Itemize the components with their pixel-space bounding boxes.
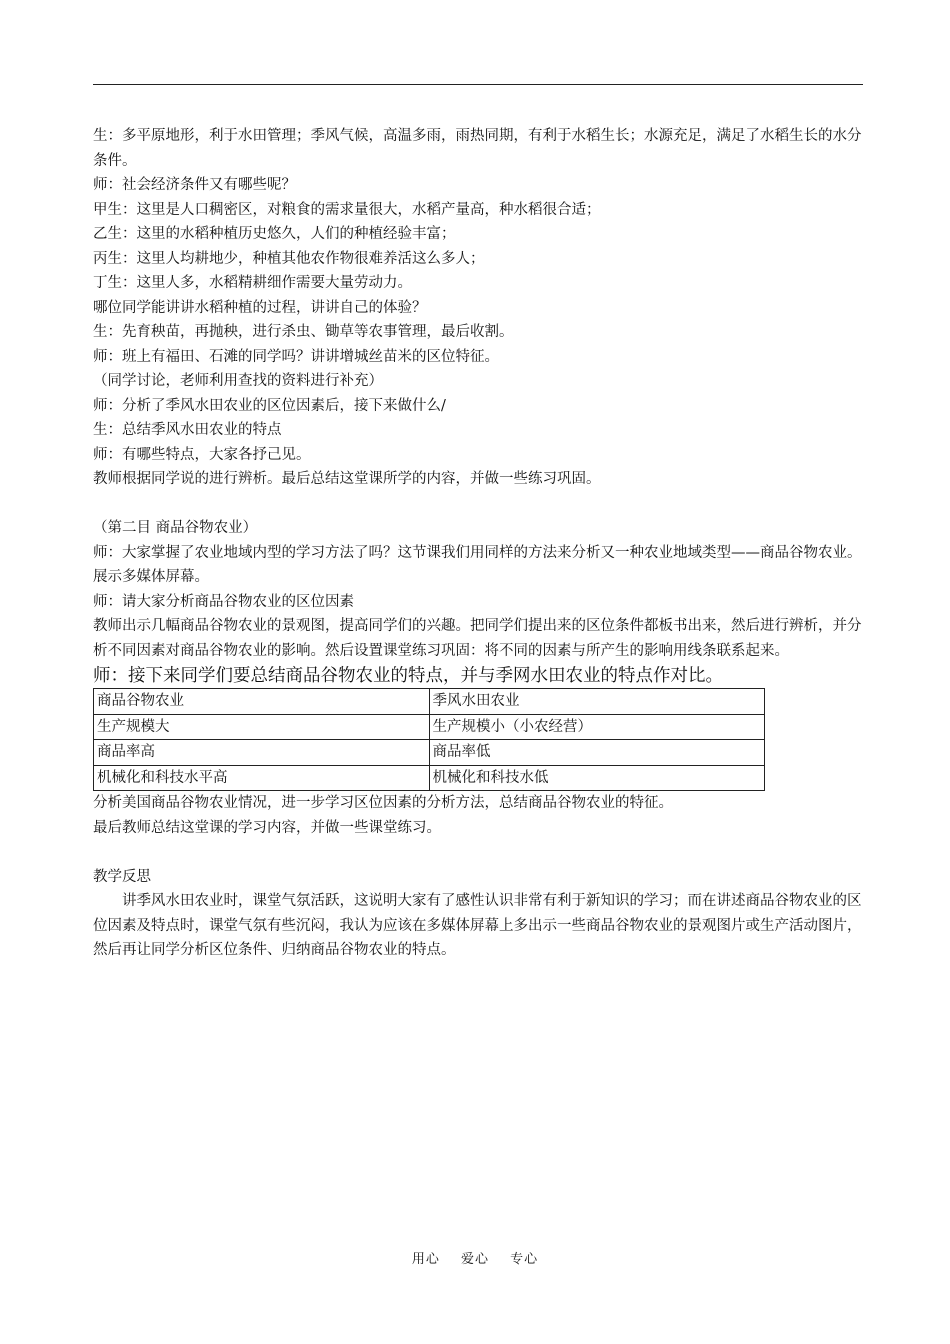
paragraph: 最后教师总结这堂课的学习内容，并做一些课堂练习。 <box>93 819 441 836</box>
paragraph: 师：有哪些特点，大家各抒己见。 <box>93 446 311 463</box>
paragraph: 教师出示几幅商品谷物农业的景观图，提高同学们的兴趣。把同学们提出来的区位条件都板书出来，然后进行辨析，并分析不同因素对商品谷物农业的影响。然后设置课堂练习巩固：将不同的因素与所产生的影响用线条联系起来。 <box>93 618 862 659</box>
paragraph: 甲生：这里是人口稠密区，对粮食的需求量很大，水稻产量高，种水稻很合适； <box>93 201 601 218</box>
footer-text: 专心 <box>510 1252 539 1267</box>
paragraph: 师：社会经济条件又有哪些呢？ <box>93 177 296 193</box>
paragraph: 师：分析了季风水田农业的区位因素后，接下来做什么/ <box>93 397 446 414</box>
blank-line <box>93 492 863 517</box>
table-cell: 机械化和科技水低 <box>429 765 765 791</box>
header-rule <box>93 84 863 85</box>
paragraph: 分析美国商品谷物农业情况，进一步学习区位因素的分析方法，总结商品谷物农业的特征。 <box>93 795 673 811</box>
paragraph: 师：大家掌握了农业地域内型的学习方法了吗？这节课我们用同样的方法来分析又一种农业地域类型——商品谷物农业。 <box>93 544 862 561</box>
table-cell: 生产规模大 <box>94 714 430 740</box>
paragraph: 丁生：这里人多，水稻精耕细作需要大量劳动力。 <box>93 275 412 291</box>
table-row <box>94 689 765 715</box>
paragraph: 展示多媒体屏幕。 <box>93 569 209 585</box>
document-body <box>93 124 863 963</box>
table-row <box>94 740 765 766</box>
table-row <box>94 765 765 791</box>
table-cell: 生产规模小（小农经营） <box>429 714 765 740</box>
comparison-table <box>93 688 765 791</box>
paragraph: （同学讨论，老师利用查找的资料进行补充） <box>93 373 383 389</box>
paragraph: 生：先育秧苗，再抛秧，进行杀虫、锄草等农事管理，最后收割。 <box>93 324 514 340</box>
reflection-body: 讲季风水田农业时，课堂气氛活跃，这说明大家有了感性认识非常有利于新知识的学习；而在讲述商品谷物农业的区位因素及特点时，课堂气氛有些沉闷，我认为应该在多媒体屏幕上多出示一些商品谷物农业的景观图片或生产活动图片，然后再让同学分析区位条件、归纳商品谷物农业的特点。 <box>93 893 862 958</box>
comparison-intro: 师：接下来同学们要总结商品谷物农业的特点，并与季网水田农业的特点作对比。 <box>93 666 723 686</box>
page-footer <box>0 1248 950 1267</box>
paragraph: 乙生：这里的水稻种植历史悠久，人们的种植经验丰富； <box>93 226 456 242</box>
blank-line <box>93 840 863 865</box>
table-row <box>94 714 765 740</box>
table-cell: 季风水田农业 <box>429 689 765 715</box>
paragraph: 生：多平原地形，利于水田管理；季风气候，高温多雨，雨热同期，有利于水稻生长；水源充足，满足了水稻生长的水分条件。 <box>93 128 862 169</box>
table-cell: 商品率高 <box>94 740 430 766</box>
reflection-title: 教学反思 <box>93 868 151 885</box>
paragraph: 师：班上有福田、石滩的同学吗？讲讲增城丝苗米的区位特征。 <box>93 348 499 365</box>
paragraph: 哪位同学能讲讲水稻种植的过程，讲讲自己的体验？ <box>93 299 427 316</box>
section-heading: （第二目 商品谷物农业） <box>93 520 258 536</box>
paragraph: 丙生：这里人均耕地少，种植其他农作物很难养活这么多人； <box>93 250 485 267</box>
footer-text: 用心 <box>411 1252 440 1267</box>
table-cell: 商品谷物农业 <box>94 689 430 715</box>
table-cell: 商品率低 <box>429 740 765 766</box>
paragraph: 生：总结季风水田农业的特点 <box>93 422 282 438</box>
footer-text: 爱心 <box>460 1252 489 1267</box>
paragraph: 师：请大家分析商品谷物农业的区位因素 <box>93 593 354 610</box>
table-cell: 机械化和科技水平高 <box>94 765 430 791</box>
paragraph: 教师根据同学说的进行辨析。最后总结这堂课所学的内容，并做一些练习巩固。 <box>93 471 601 487</box>
